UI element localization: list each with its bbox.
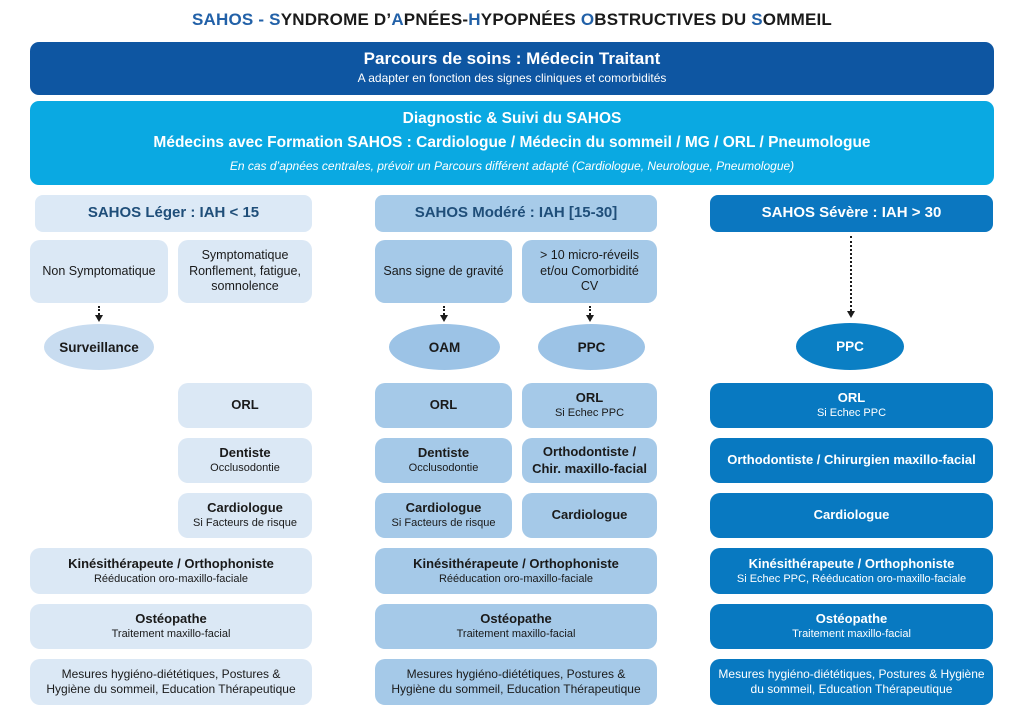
modere-orl-label: ORL [429,397,458,413]
ellipse-surveillance: Surveillance [44,324,154,370]
box-symptomatique-sub: Ronflement, fatigue, somnolence [189,263,301,294]
title-segment: A [391,10,404,29]
severe-mesures-box: Mesures hygiéno-diététiques, Postures & Hygiène du sommeil, Education Thérapeutique [710,659,993,705]
ellipse-ppc-modere: PPC [538,324,645,370]
modere-cardiologue-sub: Si Facteurs de risque [391,517,496,530]
box-micro-reveils: > 10 micro-réveils et/ou Comorbidité CV [522,240,657,303]
modere-osteo-sub: Traitement maxillo-facial [456,628,576,641]
leger-cardiologue-sub: Si Facteurs de risque [193,517,297,530]
leger-cardiologue-box [178,493,312,538]
severe-cardiologue-box [710,493,993,538]
title-segment: O [580,10,595,29]
modere-cardiologue-label: Cardiologue [405,500,482,515]
modere-orl-echec-label: ORL [575,390,604,405]
arrow-to-oam [443,306,445,319]
leger-kine-label: Kinésithérapeute / Orthophoniste [68,555,274,571]
banner-medecin-traitant [30,42,994,95]
banner-diag-title: Diagnostic & Suivi du SAHOS [402,110,622,127]
modere-cardiologue-box [375,493,512,538]
title-segment: YNDROME D’ [280,10,392,29]
severe-cardiologue-label: Cardiologue [813,507,890,523]
severe-kine-label: Kinésithérapeute / Orthophoniste [748,555,955,571]
title-segment: H [468,10,481,29]
box-symptomatique-title: Symptomatique [201,248,289,263]
severe-orthodontiste-box [710,438,993,483]
modere-kine-box [375,548,657,594]
leger-kine-sub: Rééducation oro-maxillo-faciale [93,572,249,585]
severe-kine-sub: Si Echec PPC, Rééducation oro-maxillo-faciale [736,572,967,585]
leger-orl-box [178,383,312,428]
modere-cardiologue2-box [522,493,657,538]
modere-kine-sub: Rééducation oro-maxillo-faciale [438,572,594,585]
page-title [0,10,1024,30]
leger-dentiste-box [178,438,312,483]
leger-mesures-box: Mesures hygiéno-diététiques, Postures & Hygiène du sommeil, Education Thérapeutique [30,659,312,705]
box-sans-signe-gravite: Sans signe de gravité [375,240,512,303]
severe-osteo-label: Ostéopathe [815,611,888,626]
arrow-to-ppc-severe [850,236,852,315]
modere-dentiste-box [375,438,512,483]
banner-diag-subtitle: Médecins avec Formation SAHOS : Cardiologue / Médecin du sommeil / MG / ORL / Pneumologue [153,134,871,151]
severe-osteo-box [710,604,993,649]
header-sahos-leger: SAHOS Léger : IAH < 15 [35,195,312,232]
banner-diagnostic-suivi [30,101,994,185]
leger-osteo-box [30,604,312,649]
severe-kine-box [710,548,993,594]
modere-mesures-box: Mesures hygiéno-diététiques, Postures & Hygiène du sommeil, Education Thérapeutique [375,659,657,705]
arrow-to-ppc-modere [589,306,591,319]
title-segment: S [751,10,763,29]
modere-orl-echec-sub: Si Echec PPC [554,407,625,420]
modere-dentiste-label: Dentiste [417,445,470,460]
severe-osteo-sub: Traitement maxillo-facial [792,628,911,641]
header-sahos-severe: SAHOS Sévère : IAH > 30 [710,195,993,232]
modere-osteo-label: Ostéopathe [480,611,552,626]
leger-dentiste-label: Dentiste [219,445,271,460]
leger-osteo-sub: Traitement maxillo-facial [111,628,231,641]
severe-orl-box [710,383,993,428]
modere-osteo-box [375,604,657,649]
severe-orthodontiste-label: Orthodontiste / Chirurgien maxillo-facial [727,452,976,468]
leger-cardiologue-label: Cardiologue [207,500,283,515]
header-sahos-modere: SAHOS Modéré : IAH [15-30] [375,195,657,232]
ellipse-ppc-severe: PPC [796,323,904,370]
leger-kine-box [30,548,312,594]
banner-diag-note: En cas d’apnées centrales, prévoir un Parcours différent adapté (Cardiologue, Neurologue, Pneumologue) [229,159,795,173]
modere-kine-label: Kinésithérapeute / Orthophoniste [413,555,619,571]
leger-dentiste-sub: Occlusodontie [210,462,280,475]
title-segment: YPOPNÉES [480,10,581,29]
severe-orl-label: ORL [837,390,866,405]
banner-mt-subtitle: A adapter en fonction des signes cliniques et comorbidités [357,71,667,85]
modere-orthodontiste-label: Orthodontiste / Chir. maxillo-facial [532,444,647,476]
box-symptomatique [178,240,312,303]
title-segment: SAHOS - S [191,10,281,29]
leger-orl-label: ORL [231,397,259,413]
severe-orl-sub: Si Echec PPC [816,407,887,420]
arrow-to-surveillance [98,306,100,319]
ellipse-oam: OAM [389,324,500,370]
title-segment: BSTRUCTIVES DU [594,10,752,29]
modere-dentiste-sub: Occlusodontie [408,462,479,475]
modere-orl-echec-box [522,383,657,428]
title-segment: OMMEIL [762,10,832,29]
modere-orl-box [375,383,512,428]
title-segment: PNÉES- [403,10,469,29]
modere-orthodontiste-box [522,438,657,483]
banner-mt-title: Parcours de soins : Médecin Traitant [363,49,661,68]
modere-cardiologue2-label: Cardiologue [551,507,628,523]
box-non-symptomatique: Non Symptomatique [30,240,168,303]
leger-osteo-label: Ostéopathe [135,611,207,626]
